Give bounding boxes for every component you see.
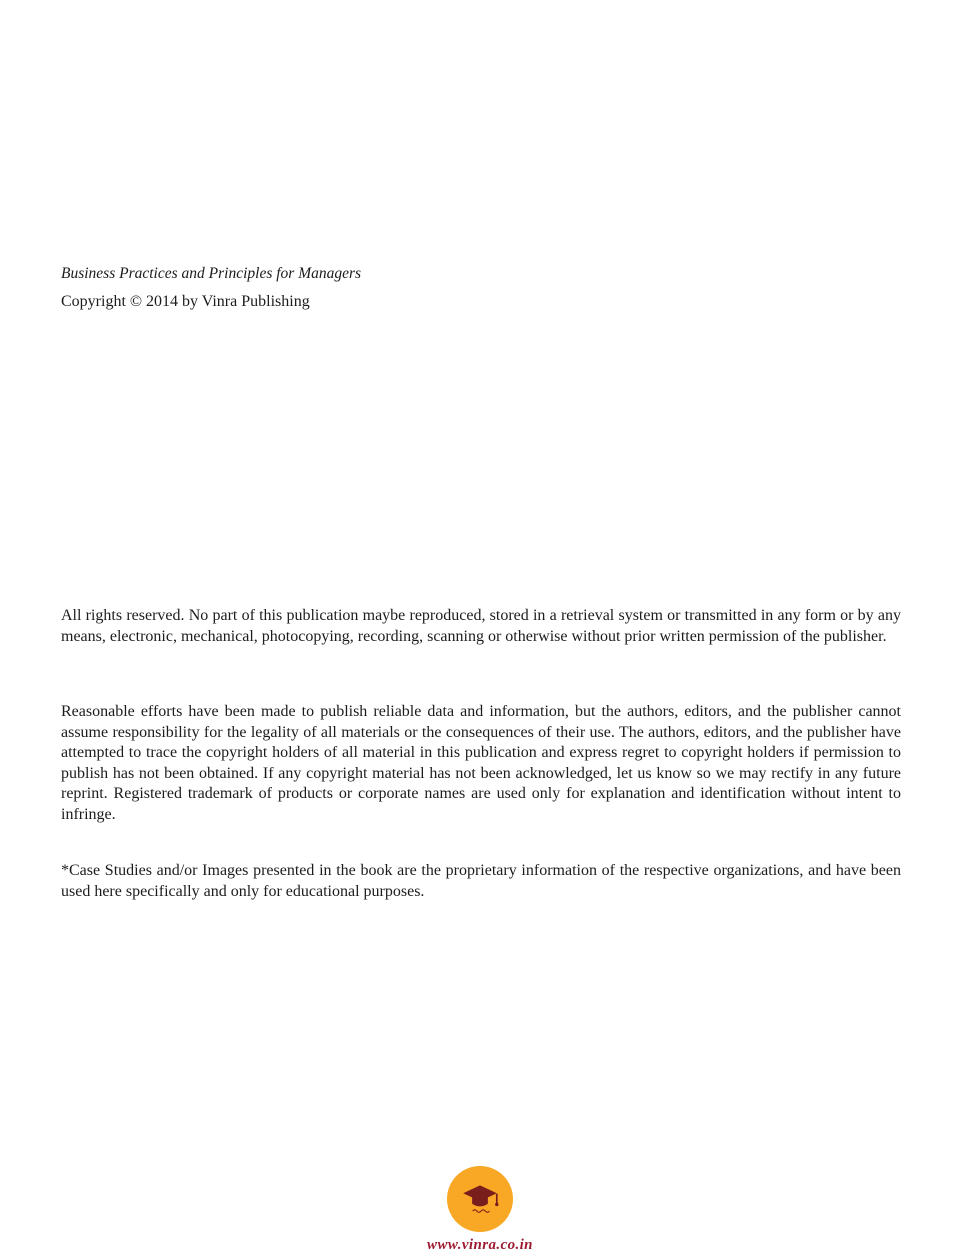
book-title: Business Practices and Principles for Managers [61, 265, 362, 282]
publisher-logo [447, 1166, 513, 1232]
publisher-website: www.vinra.co.in [427, 1237, 533, 1253]
title-block [61, 264, 901, 313]
disclaimer-paragraph: Reasonable efforts have been made to publish reliable data and information, but the authors, editors, and the publisher cannot assume responsibility for the legality of all materials or the consequences of their use. The authors, editors, and the publisher have attempted to trace the copyright holders of all material in this publication and express regret to copyright holders if permission to publish has not been obtained. If any copyright material has not been acknowledged, let us know so we may rectify in any future reprint. Registered trademark of products or corporate names are used only for explanation and identification without intent to infringe. [61, 703, 901, 823]
graduation-cap-icon [459, 1178, 501, 1220]
copyright-line: Copyright © 2014 by Vinra Publishing [61, 293, 310, 310]
case-studies-note: *Case Studies and/or Images presented in the book are the proprietary information of the respective organizations, and have been used here specifically and only for educational purposes. [61, 862, 901, 900]
rights-reserved-paragraph: All rights reserved. No part of this publication maybe reproduced, stored in a retrieval system or transmitted in any form or by any means, electronic, mechanical, photocopying, recording, scanning or otherwise without prior written permission of the publisher. [61, 607, 901, 645]
